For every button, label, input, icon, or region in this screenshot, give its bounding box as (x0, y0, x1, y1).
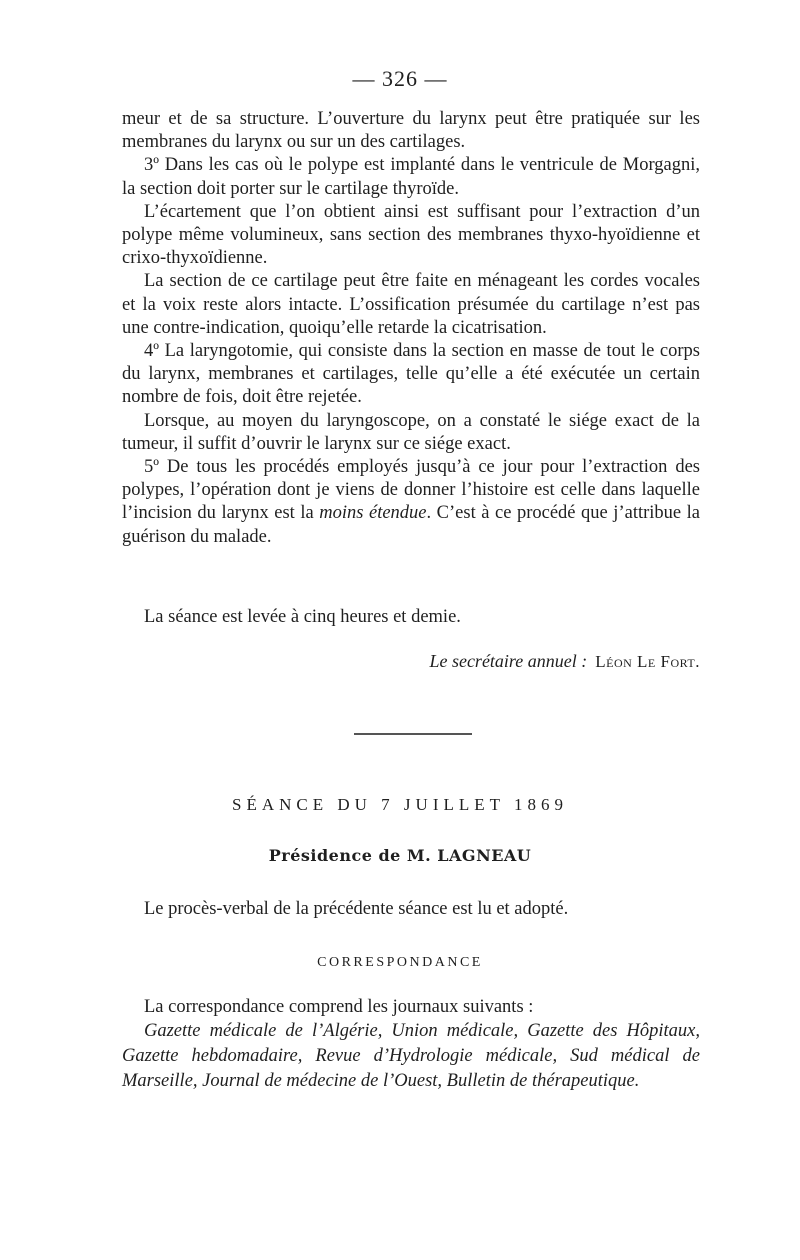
paragraph-laryngoscope: Lorsque, au moyen du laryngoscope, on a constaté le siége exact de la tumeur, il suffit d’ouvrir le larynx sur ce siége exact. (122, 410, 700, 454)
point-5-text-start: 5º De tous les procédés employés jusqu’à ce jour pour l’extraction des polypes, l’opération dont je viens de donner l’histoire est celle dans laquelle l’incision du larynx est la (122, 457, 700, 524)
point-5-emphasis: moins étendue (319, 503, 427, 524)
correspondance-title: CORRESPONDANCE (317, 955, 483, 970)
closing-block (122, 606, 700, 629)
paragraph-section-cartilage: La section de ce cartilage peut être faite en ménageant les cordes vocales et la voix reste alors intacte. L’ossification présumée du cartilage n’est pas une contre-indication, quoiqu’elle retarde la cicatrisation. (122, 271, 700, 338)
correspondance-block (122, 996, 700, 1094)
section-separator (354, 733, 472, 735)
page-number: — 326 — (352, 66, 448, 91)
body-text-block (122, 108, 700, 549)
paragraph-point-3: 3º Dans les cas où le polype est implanté dans le ventricule de Morgagni, la section doit porter sur le cartilage thyroïde. (122, 155, 700, 199)
correspondance-intro: La correspondance comprend les journaux suivants : (144, 997, 534, 1017)
signature-label: Le secrétaire annuel : (429, 651, 588, 671)
proces-verbal-block (122, 898, 700, 921)
signature-name: Léon Le Fort. (595, 652, 700, 671)
paragraph-ecartement: L’écartement que l’on obtient ainsi est suffisant pour l’extraction d’un polype même volumineux, sans section des membranes thyxo-hyoïdienne et crixo-thyxoïdienne. (122, 201, 700, 269)
point-5-text-end: . C’est à ce procédé que j’attribue la guérison du malade. (122, 503, 701, 547)
paragraph-point-5 (122, 456, 700, 549)
journaux-list: Gazette médicale de l’Algérie, Union médicale, Gazette des Hôpitaux, Gazette hebdomadaire, Revue d’Hydrologie médicale, Sud médical de Marseille, Journal de médecine de l’Ouest, Bulletin de thérapeutique. (122, 1021, 700, 1092)
paragraph-continuation: meur et de sa structure. L’ouverture du larynx peut être pratiquée sur les membranes du larynx ou sur un des cartilages. (122, 109, 700, 153)
proces-verbal-line: Le procès-verbal de la précédente séance est lu et adopté. (144, 899, 569, 919)
presidence-line: Présidence de M. LAGNEAU (268, 846, 532, 865)
closing-line: La séance est levée à cinq heures et demie. (144, 607, 461, 627)
paragraph-point-4: 4º La laryngotomie, qui consiste dans la section en masse de tout le corps du larynx, membranes et cartilages, telle qu’elle a été exécutée un certain nombre de fois, doit être rejetée. (122, 341, 700, 408)
seance-title: SÉANCE DU 7 JUILLET 1869 (232, 795, 568, 814)
signature (122, 650, 700, 673)
